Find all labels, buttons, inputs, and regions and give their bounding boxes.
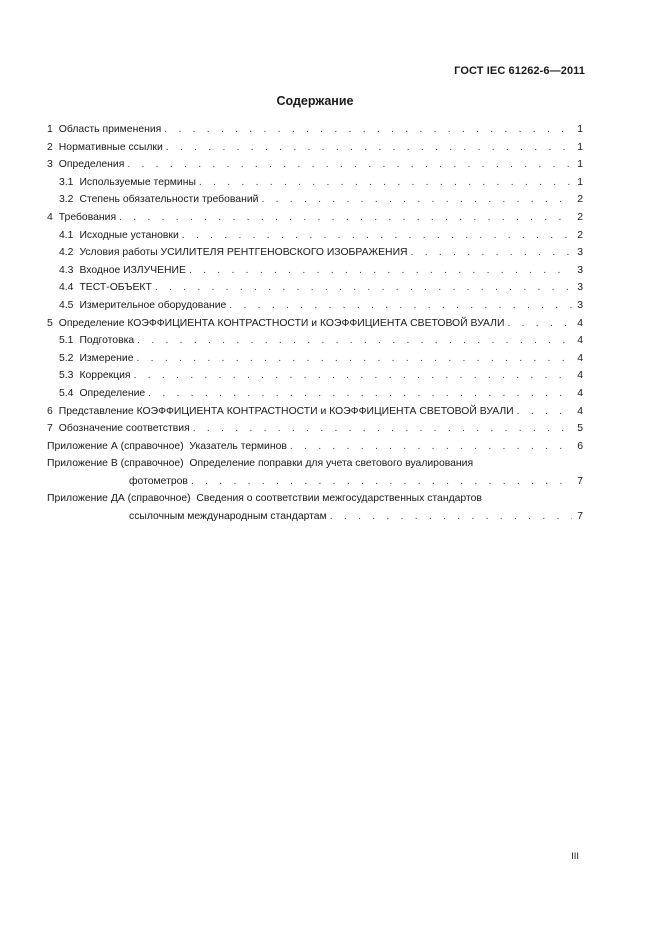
toc-leader — [411, 244, 572, 262]
toc-entry[interactable] — [47, 121, 583, 139]
toc-text: Представление КОЭФФИЦИЕНТА КОНТРАСТНОСТИ и КОЭФФИЦИЕНТА СВЕТОВОЙ ВУАЛИ — [58, 405, 514, 417]
toc-leader — [119, 209, 572, 227]
toc-page: 4 — [577, 317, 583, 329]
toc-entry[interactable] — [47, 297, 583, 315]
toc-text: Нормативные ссылки — [58, 141, 163, 153]
toc-number: 6 — [47, 405, 53, 417]
toc-entry[interactable] — [47, 350, 583, 368]
toc-entry-appendix-b[interactable] — [47, 455, 583, 473]
toc-text: ТЕСТ-ОБЪЕКТ — [79, 282, 152, 294]
toc-leader — [127, 156, 572, 174]
toc-entry[interactable] — [47, 315, 583, 333]
toc-text: Определение КОЭФФИЦИЕНТА КОНТРАСТНОСТИ и КОЭФФИЦИЕНТА СВЕТОВОЙ ВУАЛИ — [58, 317, 505, 329]
toc-text: Определение — [79, 387, 146, 399]
toc-text: Приложение В (справочное) Определение поправки для учета светового вуалирования — [47, 458, 474, 470]
toc-number: 2 — [47, 141, 53, 153]
toc-page: 4 — [577, 387, 583, 399]
toc-text: Определения — [58, 159, 125, 171]
toc-entry[interactable] — [47, 262, 583, 280]
toc-entry[interactable] — [47, 209, 583, 227]
toc-page: 3 — [577, 264, 583, 276]
toc-entry[interactable] — [47, 367, 583, 385]
toc-leader — [137, 332, 572, 350]
toc-entry-appendix-b-cont[interactable] — [47, 473, 583, 491]
toc-text: Обозначение соответствия — [58, 423, 190, 435]
toc-text: Степень обязательности требований — [79, 194, 259, 206]
toc-text: Условия работы УСИЛИТЕЛЯ РЕНТГЕНОВСКОГО ИЗОБРАЖЕНИЯ — [79, 247, 408, 259]
toc-number: 7 — [47, 423, 53, 435]
toc-page: 1 — [577, 141, 583, 153]
toc-number: 5.4 — [59, 387, 74, 399]
toc-number: 3 — [47, 159, 53, 171]
toc-entry[interactable] — [47, 139, 583, 157]
toc-page: 2 — [577, 211, 583, 223]
toc-number: 4.2 — [59, 247, 74, 259]
toc-number: 5.3 — [59, 370, 74, 382]
toc-number: 5 — [47, 317, 53, 329]
toc-page: 3 — [577, 247, 583, 259]
toc-text: ссылочным международным стандартам — [129, 511, 327, 523]
toc-text: Требования — [58, 211, 117, 223]
toc-page: 3 — [577, 282, 583, 294]
toc-number: 4.5 — [59, 299, 74, 311]
toc-entry[interactable] — [47, 420, 583, 438]
toc-text: Исходные установки — [79, 229, 179, 241]
toc-text: Измерительное оборудование — [79, 299, 227, 311]
toc-text: Приложение А (справочное) Указатель терминов — [47, 440, 287, 452]
toc-text: фотометров — [129, 475, 188, 487]
toc-text: Подготовка — [79, 335, 135, 347]
toc-number: 4.1 — [59, 229, 74, 241]
toc-leader — [191, 473, 572, 491]
toc-leader — [164, 121, 572, 139]
toc-text: Область применения — [58, 124, 162, 135]
toc-number: 4.3 — [59, 264, 74, 276]
toc-text: Используемые термины — [79, 176, 196, 188]
toc-page: 1 — [577, 176, 583, 188]
toc-page: 5 — [577, 423, 583, 435]
toc-leader — [166, 139, 572, 157]
toc-number: 5.1 — [59, 335, 74, 347]
toc-entry-appendix-da[interactable] — [47, 490, 583, 508]
toc-page: 1 — [577, 124, 583, 135]
toc-text: Приложение ДА (справочное) Сведения о соответствии межгосударственных стандартов — [47, 493, 482, 505]
toc-entry-appendix-da-cont[interactable] — [47, 508, 583, 526]
toc-leader — [261, 191, 572, 209]
toc-leader — [229, 297, 572, 315]
toc-entry[interactable] — [47, 403, 583, 421]
toc-number: 3.2 — [59, 194, 74, 206]
toc-leader — [134, 367, 572, 385]
toc-leader — [507, 315, 572, 333]
toc-leader — [148, 385, 572, 403]
toc-page: 4 — [577, 352, 583, 364]
toc-page: 2 — [577, 229, 583, 241]
toc-entry[interactable] — [47, 385, 583, 403]
page-title: Содержание — [276, 94, 354, 108]
toc-entry[interactable] — [47, 279, 583, 297]
page-number: III — [571, 851, 579, 862]
toc-leader — [182, 227, 572, 245]
toc-entry[interactable] — [47, 191, 583, 209]
toc-number: 4 — [47, 211, 53, 223]
toc-page: 2 — [577, 194, 583, 206]
toc-entry-appendix-a[interactable] — [47, 438, 583, 456]
toc-entry[interactable] — [47, 227, 583, 245]
toc-text: Коррекция — [79, 370, 131, 382]
toc-page: 4 — [577, 335, 583, 347]
toc-page: 4 — [577, 370, 583, 382]
toc-number: 1 — [47, 124, 53, 135]
toc-page: 4 — [577, 405, 583, 417]
toc-entry[interactable] — [47, 174, 583, 192]
toc-entry[interactable] — [47, 244, 583, 262]
toc-page: 3 — [577, 299, 583, 311]
toc-leader — [517, 403, 572, 421]
toc-text: Измерение — [79, 352, 134, 364]
toc-entry[interactable] — [47, 332, 583, 350]
toc-leader — [199, 174, 572, 192]
toc-leader — [155, 279, 572, 297]
toc-number: 3.1 — [59, 176, 74, 188]
toc-page: 6 — [577, 440, 583, 452]
toc-leader — [290, 438, 572, 456]
toc-leader — [193, 420, 572, 438]
toc-entry[interactable] — [47, 156, 583, 174]
toc-leader — [189, 262, 572, 280]
toc-page: 7 — [577, 511, 583, 523]
toc-text: Входное ИЗЛУЧЕНИЕ — [79, 264, 186, 276]
document-code: ГОСТ IEC 61262-6—2011 — [454, 65, 585, 77]
toc-number: 4.4 — [59, 282, 74, 294]
toc-page: 1 — [577, 159, 583, 171]
toc-leader — [137, 350, 573, 368]
table-of-contents — [47, 121, 583, 526]
toc-page: 7 — [577, 475, 583, 487]
toc-leader — [330, 508, 572, 526]
toc-number: 5.2 — [59, 352, 74, 364]
